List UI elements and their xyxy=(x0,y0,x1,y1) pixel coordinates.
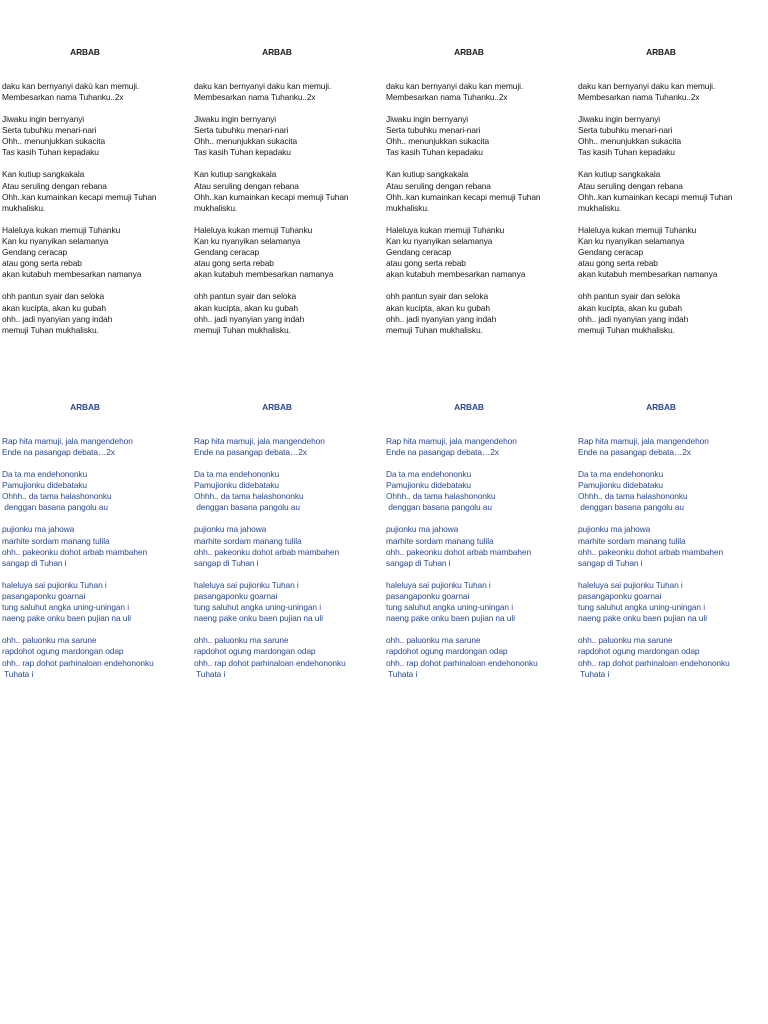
lyric-line: memuji Tuhan mukhalisku. xyxy=(194,324,291,335)
lyric-line: Jiwaku ingin bernyanyi xyxy=(194,113,277,124)
lyric-line xyxy=(578,158,768,169)
lyric-line xyxy=(194,513,384,524)
lyric-line: akan kucipta, akan ku gubah xyxy=(2,302,106,313)
lyric-line: Atau seruling dengan rebana xyxy=(194,180,299,191)
lyric-line xyxy=(386,103,576,114)
lyric-line: Tas kasih Tuhan kepadaku xyxy=(2,147,99,158)
lyric-line: pasangaponku goarnai xyxy=(194,590,278,601)
song-lines xyxy=(2,81,192,336)
lyric-line: akan kucipta, akan ku gubah xyxy=(578,302,682,313)
lyric-line: ohh pantun syair dan seloka xyxy=(194,291,297,302)
lyric-line: Da ta ma endehononku xyxy=(386,468,472,479)
lyric-line xyxy=(578,624,768,635)
lyric-line: Haleluya kukan memuji Tuhanku xyxy=(194,224,313,235)
lyric-line: sangap di Tuhan i xyxy=(194,557,259,568)
song-title: ARBAB xyxy=(454,402,484,413)
song-title: ARBAB xyxy=(646,47,676,58)
lyric-line: sangap di Tuhan i xyxy=(386,557,451,568)
indonesian-song xyxy=(2,25,192,358)
lyric-line: Tuhata i xyxy=(386,668,418,679)
lyric-line: ohh.. jadi nyanyian yang indah xyxy=(2,313,113,324)
lyric-line: Kan ku nyanyikan selamanya xyxy=(194,235,301,246)
lyric-line: Ohh.. menunjukkan sukacita xyxy=(578,136,682,147)
lyric-line: rapdohot ogung mardongan odap xyxy=(578,646,700,657)
lyric-line: Gendang ceracap xyxy=(578,247,644,258)
lyric-line: Ohh..kan kumainkan kecapi memuji Tuhan xyxy=(578,191,733,202)
lyric-line xyxy=(578,458,768,469)
lyric-line xyxy=(578,513,768,524)
lyric-line: Ohhh.. da tama halashononku xyxy=(2,491,112,502)
lyric-line xyxy=(386,214,576,225)
lyric-line xyxy=(194,624,384,635)
lyric-line xyxy=(578,103,768,114)
lyric-line: denggan basana pangolu au xyxy=(194,502,300,513)
lyric-line: Tas kasih Tuhan kepadaku xyxy=(578,147,675,158)
lyric-line: ohh.. jadi nyanyian yang indah xyxy=(578,313,689,324)
lyric-line: Kan ku nyanyikan selamanya xyxy=(386,235,493,246)
lyrics-column-1 xyxy=(2,3,192,724)
lyric-line: tung saluhut angka uning-uningan i xyxy=(2,602,129,613)
lyric-line xyxy=(2,458,192,469)
song-lines xyxy=(194,436,384,680)
lyric-line: Tas kasih Tuhan kepadaku xyxy=(386,147,483,158)
lyric-line: ohh.. rap dohot parhinaloan endehononku xyxy=(386,657,538,668)
song-lines xyxy=(578,81,768,336)
batak-song xyxy=(386,380,576,702)
lyric-line xyxy=(578,280,768,291)
lyric-line: ohh.. pakeonku dohot arbab mambahen xyxy=(386,546,532,557)
lyric-line: haleluya sai pujionku Tuhan i xyxy=(578,579,683,590)
lyric-line: haleluya sai pujionku Tuhan i xyxy=(2,579,107,590)
lyric-line: ohh pantun syair dan seloka xyxy=(2,291,105,302)
lyric-line: pasangaponku goarnai xyxy=(578,590,662,601)
lyric-line: rapdohot ogung mardongan odap xyxy=(2,646,124,657)
lyric-line: memuji Tuhan mukhalisku. xyxy=(578,324,675,335)
lyric-line: Ende na pasangap debata…2x xyxy=(386,446,499,457)
batak-song xyxy=(194,380,384,702)
lyric-line: ohh.. jadi nyanyian yang indah xyxy=(386,313,497,324)
lyric-line: denggan basana pangolu au xyxy=(578,502,684,513)
lyric-line: Kan ku nyanyikan selamanya xyxy=(578,235,685,246)
lyric-line: Gendang ceracap xyxy=(194,247,260,258)
lyric-line: naeng pake onku baen pujian na uli xyxy=(194,613,323,624)
lyric-line xyxy=(194,280,384,291)
lyric-line: haleluya sai pujionku Tuhan i xyxy=(386,579,491,590)
lyric-line xyxy=(2,214,192,225)
lyric-line xyxy=(386,624,576,635)
lyric-line: akan kucipta, akan ku gubah xyxy=(194,302,298,313)
lyric-line: rapdohot ogung mardongan odap xyxy=(386,646,508,657)
lyric-line: akan kutabuh membesarkan namanya xyxy=(386,269,526,280)
lyric-line: memuji Tuhan mukhalisku. xyxy=(2,324,99,335)
lyric-line: Ohh.. menunjukkan sukacita xyxy=(2,136,106,147)
lyric-line: akan kucipta, akan ku gubah xyxy=(386,302,490,313)
lyric-line: atau gong serta rebab xyxy=(194,258,274,269)
lyric-line: sangap di Tuhan i xyxy=(578,557,643,568)
indonesian-song xyxy=(194,25,384,358)
lyric-line xyxy=(2,569,192,580)
lyric-line: akan kutabuh membesarkan namanya xyxy=(578,269,718,280)
lyric-line: tung saluhut angka uning-uningan i xyxy=(194,602,321,613)
lyric-line: Ende na pasangap debata…2x xyxy=(194,446,307,457)
lyric-line: Ohh..kan kumainkan kecapi memuji Tuhan xyxy=(2,191,157,202)
lyric-line: ohh pantun syair dan seloka xyxy=(578,291,681,302)
lyric-line xyxy=(386,458,576,469)
lyric-line: Pamujionku didebataku xyxy=(194,480,279,491)
lyric-line: naeng pake onku baen pujian na uli xyxy=(386,613,515,624)
lyric-line xyxy=(2,158,192,169)
lyric-line: Tuhata i xyxy=(578,668,610,679)
lyric-line: Pamujionku didebataku xyxy=(2,480,87,491)
lyrics-column-2 xyxy=(194,3,384,724)
lyric-line: marhite sordam manang tulila xyxy=(194,535,302,546)
lyric-line: atau gong serta rebab xyxy=(2,258,82,269)
lyric-line: Ende na pasangap debata…2x xyxy=(2,446,115,457)
lyric-line: Tas kasih Tuhan kepadaku xyxy=(194,147,291,158)
lyric-line: Kan kutiup sangkakala xyxy=(2,169,85,180)
lyric-line: atau gong serta rebab xyxy=(386,258,466,269)
lyric-line: ohh.. paluonku ma sarune xyxy=(578,635,673,646)
lyric-line: Ohhh.. da tama halashononku xyxy=(386,491,496,502)
lyric-line: denggan basana pangolu au xyxy=(2,502,108,513)
lyric-line: tung saluhut angka uning-uningan i xyxy=(578,602,705,613)
batak-song xyxy=(2,380,192,702)
lyric-line: atau gong serta rebab xyxy=(578,258,658,269)
lyric-line: Da ta ma endehononku xyxy=(194,468,280,479)
lyric-line: Haleluya kukan memuji Tuhanku xyxy=(2,224,121,235)
lyric-line: ohh.. pakeonku dohot arbab mambahen xyxy=(194,546,340,557)
song-lines xyxy=(386,436,576,680)
song-lines xyxy=(578,436,768,680)
lyric-line: mukhalisku. xyxy=(578,202,622,213)
lyric-line: daku kan bernyanyi dakù kan memuji. xyxy=(2,80,140,91)
lyric-line: naeng pake onku baen pujian na uli xyxy=(2,613,131,624)
lyric-line: Kan kutiup sangkakala xyxy=(194,169,277,180)
lyric-line: Membesarkan nama Tuhanku..2x xyxy=(386,91,508,102)
lyric-line: Ohh.. menunjukkan sukacita xyxy=(194,136,298,147)
lyric-line: Kan kutiup sangkakala xyxy=(578,169,661,180)
lyric-line: Jiwaku ingin bernyanyi xyxy=(386,113,469,124)
lyric-line: Membesarkan nama Tuhanku..2x xyxy=(578,91,700,102)
lyric-line: Ohh..kan kumainkan kecapi memuji Tuhan xyxy=(386,191,541,202)
lyric-line: Ende na pasangap debata…2x xyxy=(578,446,691,457)
lyric-line: ohh.. paluonku ma sarune xyxy=(194,635,289,646)
lyric-line: akan kutabuh membesarkan namanya xyxy=(194,269,334,280)
song-title: ARBAB xyxy=(262,402,292,413)
lyric-line: akan kutabuh membesarkan namanya xyxy=(2,269,142,280)
lyric-line: Tuhata i xyxy=(194,668,226,679)
lyric-line: Serta tubuhku menari-nari xyxy=(578,125,673,136)
lyric-line: tung saluhut angka uning-uningan i xyxy=(386,602,513,613)
lyric-line: Jiwaku ingin bernyanyi xyxy=(578,113,661,124)
lyric-line: pujionku ma jahowa xyxy=(194,524,267,535)
lyric-line: Pamujionku didebataku xyxy=(578,480,663,491)
lyric-line: Gendang ceracap xyxy=(2,247,68,258)
lyric-line: daku kan bernyanyi daku kan memuji. xyxy=(578,80,716,91)
lyric-line: denggan basana pangolu au xyxy=(386,502,492,513)
lyric-line: marhite sordam manang tulila xyxy=(578,535,686,546)
song-lines xyxy=(194,81,384,336)
lyric-line: Gendang ceracap xyxy=(386,247,452,258)
lyric-line: daku kan bernyanyi daku kan memuji. xyxy=(194,80,332,91)
lyric-line: naeng pake onku baen pujian na uli xyxy=(578,613,707,624)
lyric-line xyxy=(194,458,384,469)
lyric-line xyxy=(386,158,576,169)
lyric-line: pujionku ma jahowa xyxy=(2,524,75,535)
lyric-line: Serta tubuhku menari-nari xyxy=(2,125,97,136)
lyric-line xyxy=(194,569,384,580)
lyric-line: Rap hita mamuji, jala mangendehon xyxy=(194,435,325,446)
lyric-line: mukhalisku. xyxy=(386,202,430,213)
lyric-line xyxy=(386,513,576,524)
lyric-line: ohh.. paluonku ma sarune xyxy=(2,635,97,646)
indonesian-song xyxy=(578,25,768,358)
lyric-line: pujionku ma jahowa xyxy=(386,524,459,535)
song-lines xyxy=(386,81,576,336)
lyric-line xyxy=(2,513,192,524)
lyric-line: mukhalisku. xyxy=(194,202,238,213)
lyric-line: ohh.. rap dohot parhinaloan endehononku xyxy=(2,657,154,668)
lyric-line xyxy=(194,158,384,169)
lyric-line: Ohh..kan kumainkan kecapi memuji Tuhan xyxy=(194,191,349,202)
lyric-line: pujionku ma jahowa xyxy=(578,524,651,535)
lyric-line xyxy=(2,624,192,635)
lyric-line xyxy=(578,214,768,225)
lyric-line: Atau seruling dengan rebana xyxy=(386,180,491,191)
lyric-line: Rap hita mamuji, jala mangendehon xyxy=(2,435,133,446)
lyric-line: Da ta ma endehononku xyxy=(578,468,664,479)
lyric-line: Ohhh.. da tama halashononku xyxy=(578,491,688,502)
indonesian-song xyxy=(386,25,576,358)
lyric-line: daku kan bernyanyi daku kan memuji. xyxy=(386,80,524,91)
lyric-line: haleluya sai pujionku Tuhan i xyxy=(194,579,299,590)
lyric-line xyxy=(194,214,384,225)
lyric-line: Atau seruling dengan rebana xyxy=(2,180,107,191)
lyric-line: Haleluya kukan memuji Tuhanku xyxy=(578,224,697,235)
lyric-line: ohh.. pakeonku dohot arbab mambahen xyxy=(2,546,148,557)
lyric-line xyxy=(578,569,768,580)
song-title: ARBAB xyxy=(646,402,676,413)
lyric-line: Serta tubuhku menari-nari xyxy=(386,125,481,136)
lyric-line: marhite sordam manang tulila xyxy=(2,535,110,546)
batak-song xyxy=(578,380,768,702)
song-lines xyxy=(2,436,192,680)
lyric-line xyxy=(2,103,192,114)
lyric-line xyxy=(386,280,576,291)
song-title: ARBAB xyxy=(262,47,292,58)
lyric-line: Membesarkan nama Tuhanku..2x xyxy=(2,91,124,102)
lyric-line: pasangaponku goarnai xyxy=(386,590,470,601)
lyric-line: Pamujionku didebataku xyxy=(386,480,471,491)
lyric-line: ohh.. pakeonku dohot arbab mambahen xyxy=(578,546,724,557)
lyric-line: pasangaponku goarnai xyxy=(2,590,86,601)
lyric-line: Tuhata i xyxy=(2,668,34,679)
lyric-line: Jiwaku ingin bernyanyi xyxy=(2,113,85,124)
lyric-line: Serta tubuhku menari-nari xyxy=(194,125,289,136)
lyric-line: Haleluya kukan memuji Tuhanku xyxy=(386,224,505,235)
lyric-line: Rap hita mamuji, jala mangendehon xyxy=(578,435,709,446)
lyric-line: Da ta ma endehononku xyxy=(2,468,88,479)
lyric-line: memuji Tuhan mukhalisku. xyxy=(386,324,483,335)
lyrics-column-4 xyxy=(578,3,768,724)
lyric-line: mukhalisku. xyxy=(2,202,46,213)
lyric-line: Ohh.. menunjukkan sukacita xyxy=(386,136,490,147)
lyric-line: Kan ku nyanyikan selamanya xyxy=(2,235,109,246)
song-title: ARBAB xyxy=(70,47,100,58)
lyric-line: marhite sordam manang tulila xyxy=(386,535,494,546)
lyric-line: sangap di Tuhan i xyxy=(2,557,67,568)
lyric-line: rapdohot ogung mardongan odap xyxy=(194,646,316,657)
lyric-line: Ohhh.. da tama halashononku xyxy=(194,491,304,502)
lyrics-column-3 xyxy=(386,3,576,724)
lyric-line: ohh.. paluonku ma sarune xyxy=(386,635,481,646)
lyric-line: ohh pantun syair dan seloka xyxy=(386,291,489,302)
lyric-line: Rap hita mamuji, jala mangendehon xyxy=(386,435,517,446)
song-title: ARBAB xyxy=(70,402,100,413)
lyric-line: ohh.. rap dohot parhinaloan endehononku xyxy=(194,657,346,668)
lyric-line xyxy=(194,103,384,114)
lyric-line xyxy=(2,280,192,291)
lyric-line: ohh.. jadi nyanyian yang indah xyxy=(194,313,305,324)
lyric-line xyxy=(386,569,576,580)
song-title: ARBAB xyxy=(454,47,484,58)
lyric-line: Kan kutiup sangkakala xyxy=(386,169,469,180)
lyric-line: ohh.. rap dohot parhinaloan endehononku xyxy=(578,657,730,668)
lyric-line: Membesarkan nama Tuhanku..2x xyxy=(194,91,316,102)
lyric-line: Atau seruling dengan rebana xyxy=(578,180,683,191)
